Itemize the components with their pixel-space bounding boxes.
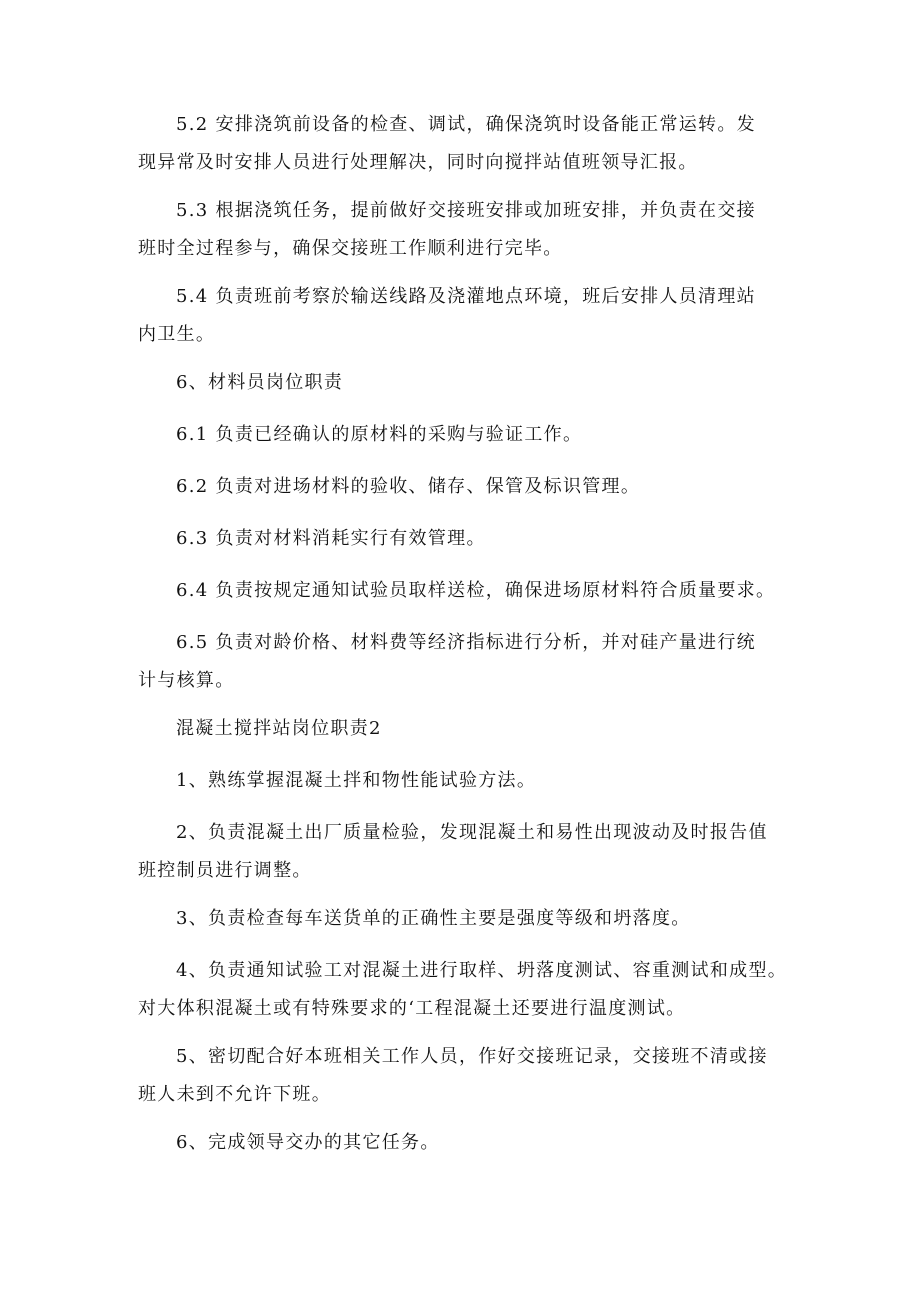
line: 5.2 安排浇筑前设备的检查、调试，确保浇筑时设备能正常运转。发 xyxy=(176,114,756,135)
line: 6.4 负责按规定通知试验员取样送检，确保进场原材料符合质量要求。 xyxy=(176,580,776,601)
section-title-2 xyxy=(176,710,796,748)
paragraph-5-3 xyxy=(138,192,798,268)
line: 3、负责检查每车送货单的正确性主要是强度等级和坍落度。 xyxy=(176,908,691,929)
item-3 xyxy=(176,900,796,938)
line: 6.3 负责对材料消耗实行有效管理。 xyxy=(176,528,486,549)
paragraph-6-3 xyxy=(176,520,796,558)
line: 对大体积混凝土或有特殊要求的‘工程混凝土还要进行温度测试。 xyxy=(138,998,686,1019)
item-1 xyxy=(176,762,796,800)
line: 2、负责混凝土出厂质量检验，发现混凝土和易性出现波动及时报告值 xyxy=(176,822,768,843)
line: 班控制员进行调整。 xyxy=(138,860,312,881)
line: 6.1 负责已经确认的原材料的采购与验证工作。 xyxy=(176,424,583,445)
item-4 xyxy=(138,952,798,1028)
line: 6、材料员岗位职责 xyxy=(176,372,344,393)
line: 1、熟练掌握混凝土拌和物性能试验方法。 xyxy=(176,770,537,791)
paragraph-5-4 xyxy=(138,278,798,354)
line: 内卫生。 xyxy=(138,324,216,345)
line: 班人未到不允许下班。 xyxy=(138,1084,331,1105)
paragraph-6-5 xyxy=(138,624,798,700)
line: 混凝土搅拌站岗位职责2 xyxy=(176,718,382,739)
item-5 xyxy=(138,1038,798,1114)
item-2 xyxy=(138,814,798,890)
line: 5.4 负责班前考察於输送线路及浇灌地点环境，班后安排人员清理站 xyxy=(176,286,756,307)
line: 6、完成领导交办的其它任务。 xyxy=(176,1132,440,1153)
line: 6.2 负责对进场材料的验收、储存、保管及标识管理。 xyxy=(176,476,641,497)
line: 6.5 负责对龄价格、材料费等经济指标进行分析，并对硅产量进行统 xyxy=(176,632,756,653)
paragraph-5-2 xyxy=(138,106,798,182)
item-6 xyxy=(176,1124,796,1162)
line: 5.3 根据浇筑任务，提前做好交接班安排或加班安排，并负责在交接 xyxy=(176,200,756,221)
section-heading-6 xyxy=(176,364,796,402)
line: 计与核算。 xyxy=(138,670,235,691)
line: 4、负责通知试验工对混凝土进行取样、坍落度测试、容重测试和成型。 xyxy=(176,960,788,981)
paragraph-6-2 xyxy=(176,468,796,506)
line: 班时全过程参与，确保交接班工作顺利进行完毕。 xyxy=(138,238,563,259)
paragraph-6-1 xyxy=(176,416,796,454)
line: 5、密切配合好本班相关工作人员，作好交接班记录，交接班不清或接 xyxy=(176,1046,768,1067)
paragraph-6-4 xyxy=(176,572,796,610)
line: 现异常及时安排人员进行处理解决，同时向搅拌站值班领导汇报。 xyxy=(138,152,698,173)
